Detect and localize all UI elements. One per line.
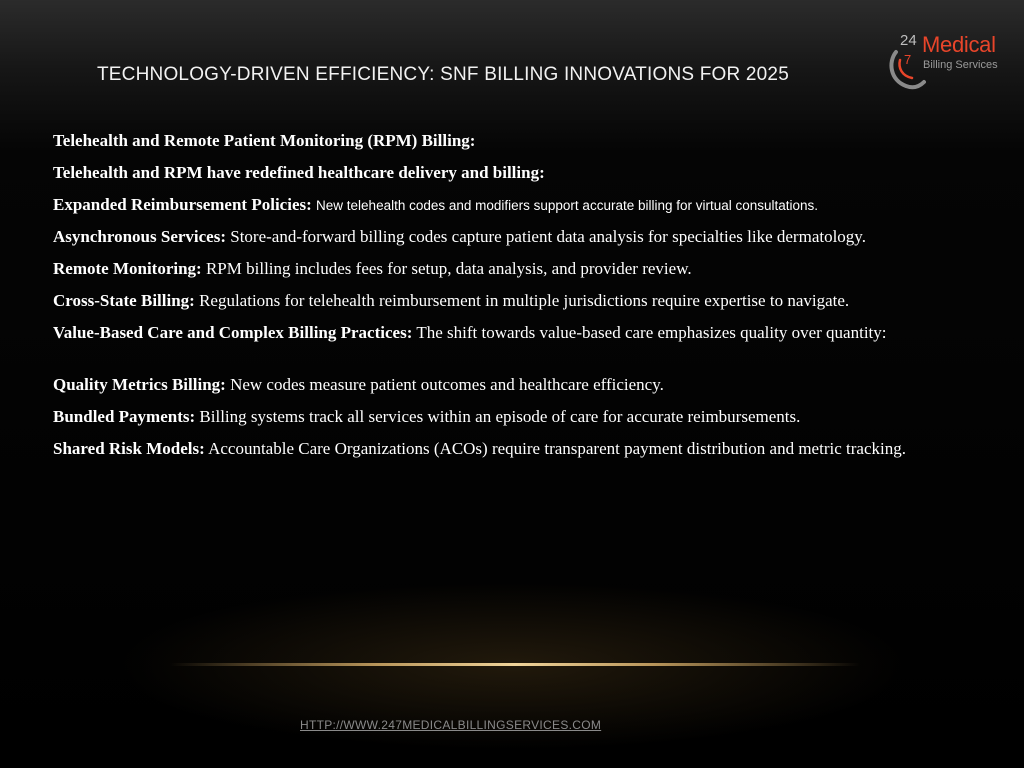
- gold-divider: [170, 663, 860, 666]
- item-text: RPM billing includes fees for setup, data analysis, and provider review.: [205, 259, 692, 278]
- item-text: Regulations for telehealth reimbursement in multiple jurisdictions require expertise to navigate.: [199, 291, 850, 310]
- item-label: Expanded Reimbursement Policies:: [53, 195, 312, 214]
- company-logo[interactable]: [886, 30, 1006, 94]
- footer-website-link[interactable]: HTTP://WWW.247MEDICALBILLINGSERVICES.COM: [300, 718, 602, 732]
- item-label: Shared Risk Models:: [53, 439, 205, 458]
- item-label: Quality Metrics Billing:: [53, 375, 226, 394]
- item-bundled-payments: [53, 406, 943, 427]
- item-text: New codes measure patient outcomes and healthcare efficiency.: [230, 375, 664, 394]
- logo-name: Medical: [922, 32, 996, 57]
- logo-number-bottom: 7: [904, 52, 912, 67]
- item-text: Store-and-forward billing codes capture patient data analysis for specialties like dermatology.: [230, 227, 866, 246]
- item-label: Value-Based Care and Complex Billing Practices:: [53, 323, 413, 342]
- item-label: Bundled Payments:: [53, 407, 196, 426]
- slide-title: TECHNOLOGY-DRIVEN EFFICIENCY: SNF BILLING INNOVATIONS FOR 2025: [97, 64, 789, 85]
- heading-telehealth-intro: Telehealth and RPM have redefined healthcare delivery and billing:: [53, 163, 545, 182]
- logo-number: 24: [900, 32, 917, 49]
- item-text: The shift towards value-based care emphasizes quality over quantity:: [416, 323, 887, 342]
- slide-content: [53, 130, 943, 470]
- item-remote-monitoring: [53, 258, 943, 279]
- item-label: Remote Monitoring:: [53, 259, 202, 278]
- item-label: Asynchronous Services:: [53, 227, 226, 246]
- item-asynchronous-services: [53, 226, 943, 247]
- item-label: Cross-State Billing:: [53, 291, 195, 310]
- item-text: New telehealth codes and modifiers support accurate billing for virtual consultations.: [316, 198, 819, 213]
- item-value-based-care: [53, 322, 943, 343]
- item-cross-state-billing: [53, 290, 943, 311]
- spacer: [53, 354, 943, 374]
- item-quality-metrics: [53, 374, 943, 395]
- logo-subtitle: Billing Services: [923, 59, 998, 71]
- item-expanded-reimbursement: [53, 194, 943, 215]
- item-text: Accountable Care Organizations (ACOs) require transparent payment distribution and metric tracking.: [208, 439, 906, 458]
- heading-telehealth-rpm: Telehealth and Remote Patient Monitoring (RPM) Billing:: [53, 131, 476, 150]
- item-shared-risk-models: [53, 438, 943, 459]
- item-text: Billing systems track all services within an episode of care for accurate reimbursements.: [199, 407, 801, 426]
